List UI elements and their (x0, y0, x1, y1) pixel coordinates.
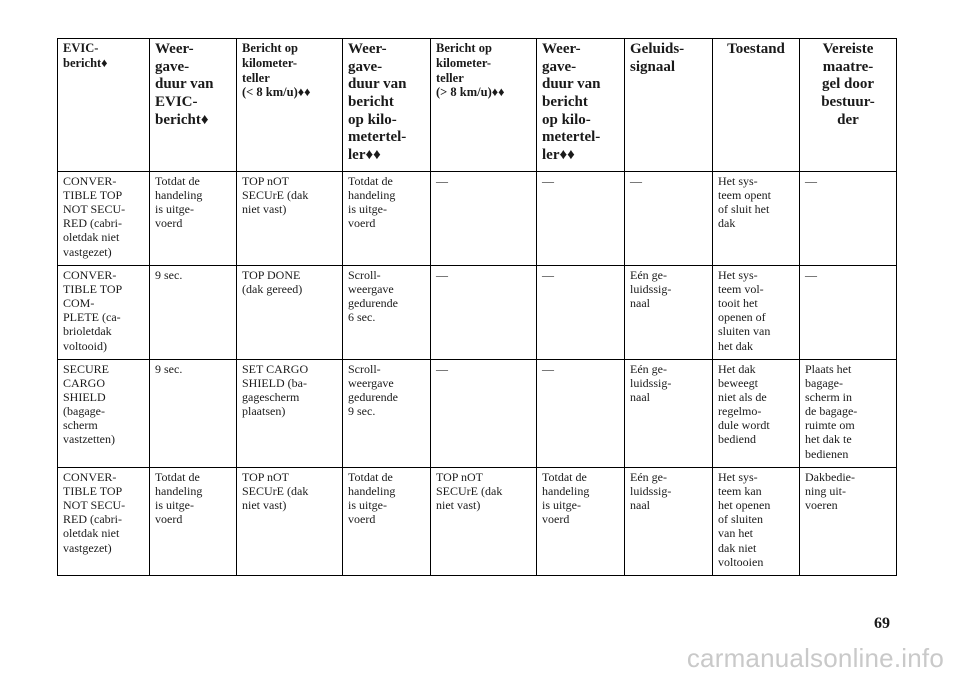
header-odometer-display-duration-fast: Weer- gave- duur van bericht op kilo- metertel- ler♦♦ (537, 39, 625, 172)
table-row (58, 359, 897, 467)
table-cell: — (800, 171, 897, 265)
table-cell: — (800, 265, 897, 359)
table-cell: Eén ge- luidssig- naal (625, 467, 713, 575)
table-cell: Totdat de handeling is uitge- voerd (537, 467, 625, 575)
table-cell: 9 sec. (150, 359, 237, 467)
header-condition: Toestand (713, 39, 800, 172)
table-cell: Totdat de handeling is uitge- voerd (343, 467, 431, 575)
table-cell: Totdat de handeling is uitge- voerd (150, 467, 237, 575)
table-cell: TOP nOT SECUrE (dak niet vast) (237, 171, 343, 265)
header-evic-display-duration: Weer- gave- duur van EVIC- bericht♦ (150, 39, 237, 172)
table-cell: — (537, 359, 625, 467)
header-odometer-message-slow: Bericht op kilometer- teller (< 8 km/u)♦♦ (237, 39, 343, 172)
evic-message-table (57, 38, 897, 576)
table-row (58, 171, 897, 265)
table-cell: Eén ge- luidssig- naal (625, 359, 713, 467)
table-cell: Scroll- weergave gedurende 6 sec. (343, 265, 431, 359)
table-cell: Het sys- teem opent of sluit het dak (713, 171, 800, 265)
table-cell: Eén ge- luidssig- naal (625, 265, 713, 359)
table-cell: Totdat de handeling is uitge- voerd (343, 171, 431, 265)
header-odometer-display-duration-slow: Weer- gave- duur van bericht op kilo- metertel- ler♦♦ (343, 39, 431, 172)
table-cell: — (537, 265, 625, 359)
table-header-row (58, 39, 897, 172)
table-cell: — (431, 171, 537, 265)
table-cell: 9 sec. (150, 265, 237, 359)
table-cell: Het sys- teem kan het openen of sluiten van het dak niet voltooien (713, 467, 800, 575)
table-cell: SECURE CARGO SHIELD (bagage- scherm vastzetten) (58, 359, 150, 467)
table-cell: Plaats het bagage- scherm in de bagage- ruimte om het dak te bedienen (800, 359, 897, 467)
table-cell: Scroll- weergave gedurende 9 sec. (343, 359, 431, 467)
table-row (58, 265, 897, 359)
header-odometer-message-fast: Bericht op kilometer- teller (> 8 km/u)♦♦ (431, 39, 537, 172)
watermark: carmanualsonline.info (686, 643, 944, 673)
table-cell: Het sys- teem vol- tooit het openen of sluiten van het dak (713, 265, 800, 359)
header-evic-message: EVIC- bericht♦ (58, 39, 150, 172)
page-number: 69 (874, 615, 890, 632)
header-driver-action: Vereiste maatre- gel door bestuur- der (800, 39, 897, 172)
table-cell: — (431, 359, 537, 467)
table-cell: Totdat de handeling is uitge- voerd (150, 171, 237, 265)
table-cell: — (625, 171, 713, 265)
table-cell: CONVER- TIBLE TOP NOT SECU- RED (cabri- oletdak niet vastgezet) (58, 467, 150, 575)
header-sound-signal: Geluids- signaal (625, 39, 713, 172)
table-cell: TOP DONE (dak gereed) (237, 265, 343, 359)
table-cell: — (431, 265, 537, 359)
table-cell: TOP nOT SECUrE (dak niet vast) (431, 467, 537, 575)
table-cell: CONVER- TIBLE TOP COM- PLETE (ca- brioletdak voltooid) (58, 265, 150, 359)
table-cell: SET CARGO SHIELD (ba- gagescherm plaatsen) (237, 359, 343, 467)
table-cell: TOP nOT SECUrE (dak niet vast) (237, 467, 343, 575)
table-cell: Dakbedie- ning uit- voeren (800, 467, 897, 575)
table-cell: CONVER- TIBLE TOP NOT SECU- RED (cabri- oletdak niet vastgezet) (58, 171, 150, 265)
table-cell: — (537, 171, 625, 265)
table-cell: Het dak beweegt niet als de regelmo- dule wordt bediend (713, 359, 800, 467)
table-row (58, 467, 897, 575)
